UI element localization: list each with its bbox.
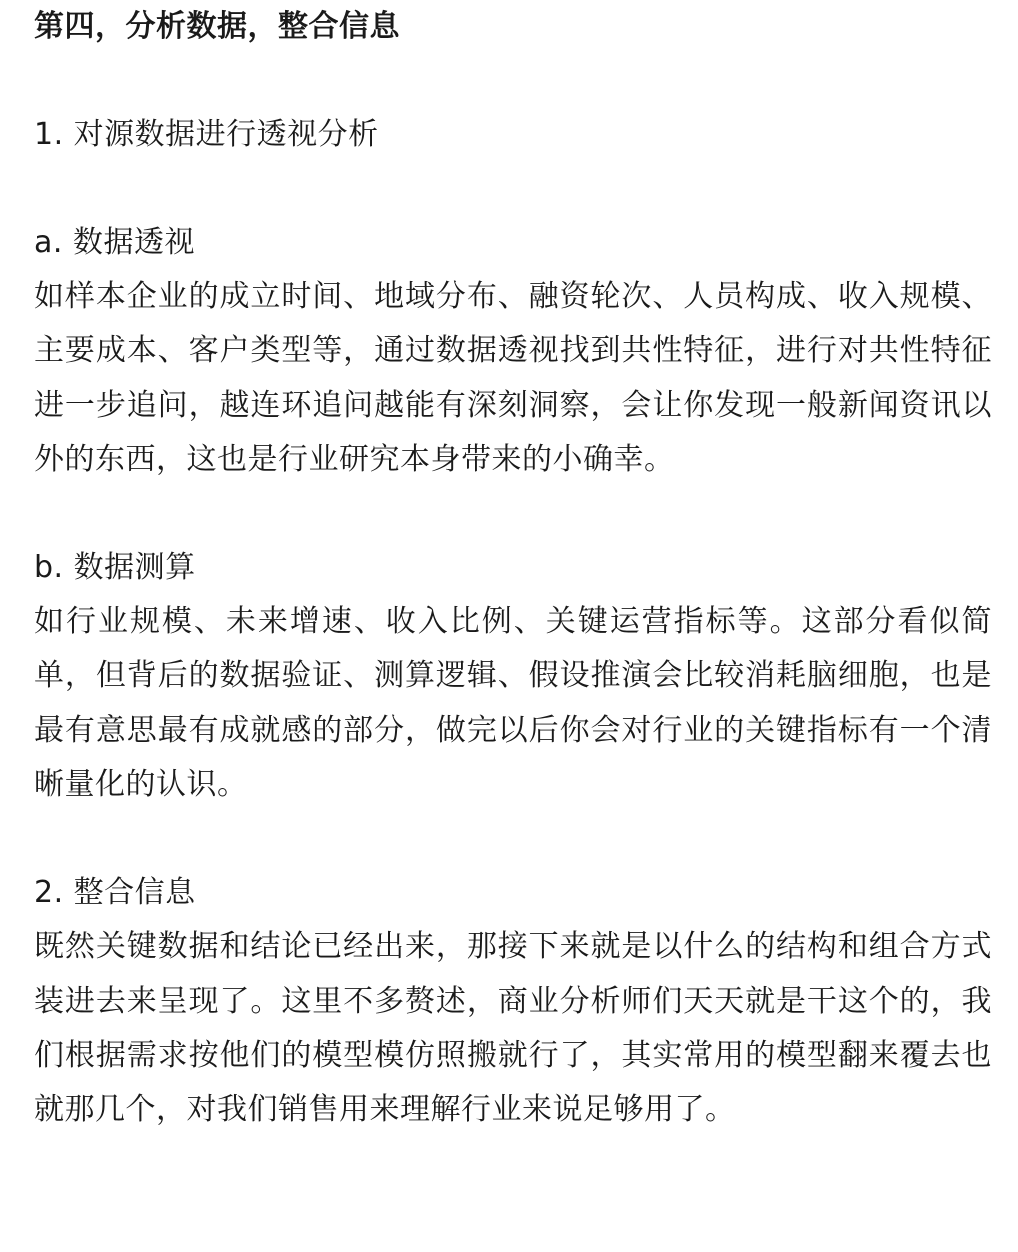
section-title-data-calculation: b. 数据测算 — [34, 550, 196, 586]
paragraph-data-calculation: 如行业规模、未来增速、收入比例、关键运营指标等。这部分看似简单，但背后的数据验证、测算逻辑、假设推演会比较消耗脑细胞，也是最有意思最有成就感的部分，做完以后你会对行业的关键指标有一个清晰量化的认识。 — [34, 604, 992, 803]
spacer — [34, 162, 992, 216]
article — [34, 0, 992, 1138]
spacer — [34, 812, 992, 866]
spacer — [34, 487, 992, 541]
paragraph-data-pivot: 如样本企业的成立时间、地域分布、融资轮次、人员构成、收入规模、主要成本、客户类型等，通过数据透视找到共性特征，进行对共性特征进一步追问，越连环追问越能有深刻洞察，会让你发现一般新闻资讯以外的东西，这也是行业研究本身带来的小确幸。 — [34, 279, 992, 477]
paragraph-integrate-info: 既然关键数据和结论已经出来，那接下来就是以什么的结构和组合方式装进去来呈现了。这里不多赘述，商业分析师们天天就是干这个的，我们根据需求按他们的模型模仿照搬就行了，其实常用的模型翻来覆去也就那几个，对我们销售用来理解行业来说足够用了。 — [34, 929, 992, 1128]
spacer — [34, 54, 992, 108]
section-title-pivot-analysis: 1. 对源数据进行透视分析 — [34, 117, 379, 152]
article-heading: 第四，分析数据，整合信息 — [34, 9, 400, 44]
section-title-data-pivot: a. 数据透视 — [34, 225, 195, 260]
section-title-integrate-info: 2. 整合信息 — [34, 875, 196, 911]
